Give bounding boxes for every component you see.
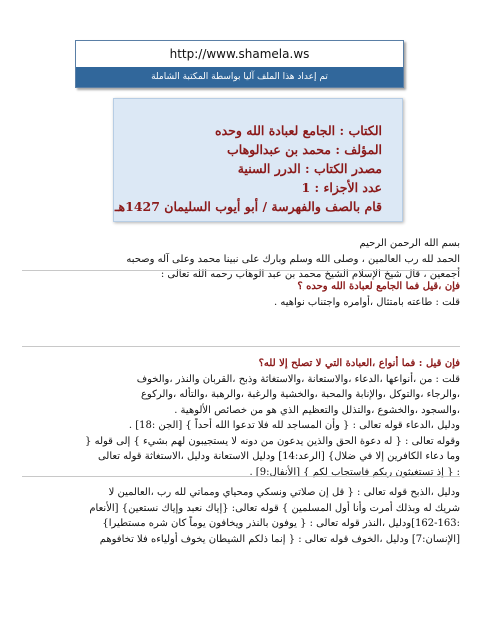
answer-2-line: قلت : من ،أنواعها ،الدعاء ،والاستعانة ،والاستغاثة وذبح ،القربان والنذر ،والخوف	[136, 373, 460, 385]
evidence-line: [الإنسان:7] ودليل ،الخوف قوله تعالى : { إنما ذلكم الشيطان يخوف أولياءه فلا تخافوهم	[99, 533, 460, 545]
evidence-block	[22, 485, 460, 547]
intro-line: الحمد لله رب العالمين ، وصلى الله وسلم وبارك على نبينا محمد وعلى آله وصحبه	[126, 253, 460, 265]
divider	[22, 476, 460, 477]
book-indexer: قام بالصف والفهرسة / أبو أيوب السليمان 1427هـ	[114, 199, 382, 214]
book-parts: عدد الأجزاء : 1	[301, 180, 382, 195]
book-title: الكتاب : الجامع لعبادة الله وحده	[215, 123, 382, 138]
question-1-block	[22, 279, 460, 310]
evidence-line: :162-163]ودليل ،النذر قوله تعالى : { يوفون بالنذر ويخافون يوماً كان شره مستطيرا}	[102, 518, 460, 529]
book-source: مصدر الكتاب : الدرر السنية	[237, 161, 382, 176]
evidence-line: ودليل ،الذبح قوله تعالى : { قل إن صلاتي ونسكي ومحياي ومماتي لله رب ،العالمين لا	[108, 487, 460, 498]
divider	[22, 270, 460, 271]
answer-2-line: وما دعاء الكافرين إلا في ضلال} [الرعد:14] ودليل الاستعانة ودليل ،الاستغاثة قوله تعالى	[97, 451, 460, 462]
answer-2-line: وقوله تعالى : { له دعوة الحق والذين يدعون من دونه لا يستجيبون لهم بشيء } إلى قوله {	[85, 435, 460, 447]
answer-2-line: ودليل ،الدعاء قوله تعالى : { وأن المساجد لله فلا تدعوا الله أحداً } [الجن :18] .	[128, 420, 460, 431]
intro-line: أجمعين ، قال شيخ الإسلام الشيخ محمد بن عبد الوهاب رحمه الله تعالى :	[160, 269, 460, 280]
generated-note-bar: تم إعداد هذا الملف آليا بواسطة المكتبة الشاملة	[76, 67, 403, 87]
book-info-box	[113, 98, 403, 222]
site-url[interactable]: http://www.shamela.ws	[169, 47, 310, 61]
question-2-block	[22, 356, 460, 480]
basmala-line: بسم الله الرحمن الرحيم	[359, 238, 460, 249]
answer-1: قلت : طاعته بامتثال ،أوامره واجتناب نواهيه .	[274, 296, 460, 308]
divider	[22, 346, 460, 347]
answer-2-line: ،والسجود ،والخشوع ،والتذلل والتعظيم الذي هو من خصائص الألوهية .	[174, 404, 460, 416]
book-author: المؤلف : محمد بن عبدالوهاب	[227, 142, 382, 157]
header-box	[75, 40, 404, 88]
evidence-line: شريك له وبذلك أمرت وأنا أول المسلمين } قوله تعالى: {إياك نعبد وإياك نستعين} [الأنعام	[89, 502, 460, 514]
question-1: فإن ،قيل فما الجامع لعبادة الله وحده ؟	[297, 281, 460, 292]
answer-2-line: ،والرجاء ،والتوكل ،والإنابة والمحبة ،والخشية والرغبة ،والرهبة ،والتأله ،والركوع	[140, 389, 460, 400]
question-2: فإن قيل : فما أنواع ،العبادة التي لا تصلح إلا لله؟	[258, 358, 460, 369]
answer-2-line: : { إذ تستغيثون ربكم فاستجاب لكم } [الأنفال:9] .	[249, 466, 460, 478]
intro-paragraph	[22, 236, 460, 283]
